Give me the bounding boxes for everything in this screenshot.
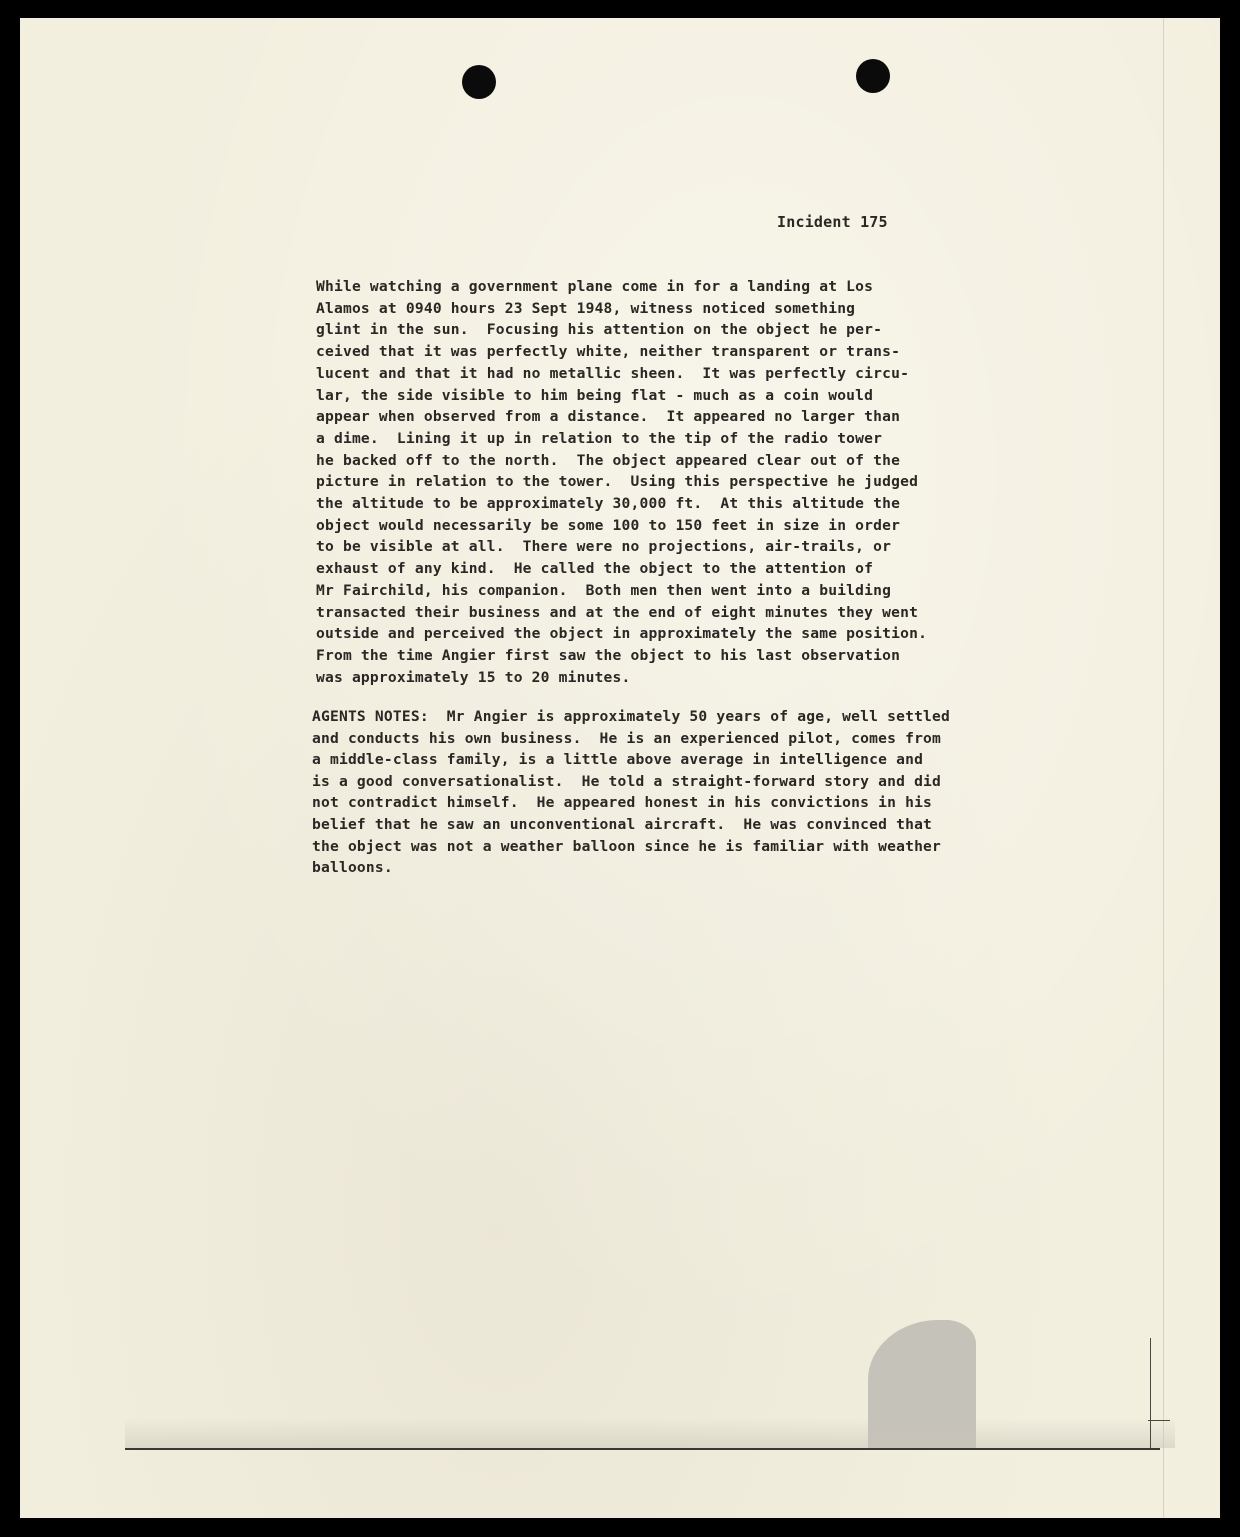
- narrative-line: From the time Angier first saw the object to his last observation: [316, 646, 901, 664]
- narrative-line: appear when observed from a distance. It appeared no larger than: [316, 408, 901, 426]
- narrative-line: Alamos at 0940 hours 23 Sept 1948, witness noticed something: [316, 299, 856, 317]
- agents-notes-line: a middle-class family, is a little above average in intelligence and: [312, 751, 924, 769]
- margin-mark-horizontal: [1148, 1420, 1170, 1421]
- narrative-line: glint in the sun. Focusing his attention on the object he per-: [316, 321, 883, 339]
- punch-hole-right: [856, 59, 890, 93]
- agents-notes: [312, 706, 1092, 879]
- narrative-line: a dime. Lining it up in relation to the tip of the radio tower: [316, 429, 883, 447]
- document-page: [20, 18, 1220, 1518]
- punch-hole-left: [462, 65, 496, 99]
- narrative-line: lucent and that it had no metallic sheen. It was perfectly circu-: [316, 364, 910, 382]
- narrative-line: picture in relation to the tower. Using this perspective he judged: [316, 473, 919, 491]
- agents-notes-line: balloons.: [312, 859, 393, 877]
- incident-title: Incident 175: [777, 213, 888, 231]
- narrative-line: While watching a government plane come in for a landing at Los: [316, 278, 874, 295]
- narrative-line: lar, the side visible to him being flat - much as a coin would: [316, 386, 874, 404]
- incident-narrative: [316, 276, 1076, 688]
- agents-notes-line: AGENTS NOTES: Mr Angier is approximately 50 years of age, well settled: [312, 708, 951, 725]
- agents-notes-line: is a good conversationalist. He told a straight-forward story and did: [312, 772, 942, 790]
- narrative-line: object would necessarily be some 100 to 150 feet in size in order: [316, 516, 901, 534]
- bottom-border-line: [125, 1448, 1160, 1450]
- narrative-line: to be visible at all. There were no projections, air-trails, or: [316, 538, 892, 556]
- margin-mark-vertical: [1150, 1338, 1151, 1448]
- narrative-line: ceived that it was perfectly white, neither transparent or trans-: [316, 343, 901, 361]
- agents-notes-line: the object was not a weather balloon since he is familiar with weather: [312, 837, 942, 855]
- narrative-line: he backed off to the north. The object appeared clear out of the: [316, 451, 901, 469]
- narrative-line: was approximately 15 to 20 minutes.: [316, 668, 631, 686]
- page-fold-line: [1163, 18, 1164, 1518]
- narrative-line: exhaust of any kind. He called the object to the attention of: [316, 560, 874, 578]
- bottom-edge-shadow: [125, 1418, 1175, 1448]
- narrative-line: the altitude to be approximately 30,000 ft. At this altitude the: [316, 495, 901, 513]
- agents-notes-line: not contradict himself. He appeared honest in his convictions in his: [312, 794, 933, 812]
- narrative-line: outside and perceived the object in approximately the same position.: [316, 625, 928, 643]
- narrative-line: transacted their business and at the end of eight minutes they went: [316, 603, 919, 621]
- narrative-line: Mr Fairchild, his companion. Both men then went into a building: [316, 581, 892, 599]
- agents-notes-line: belief that he saw an unconventional aircraft. He was convinced that: [312, 815, 933, 833]
- agents-notes-line: and conducts his own business. He is an experienced pilot, comes from: [312, 729, 942, 747]
